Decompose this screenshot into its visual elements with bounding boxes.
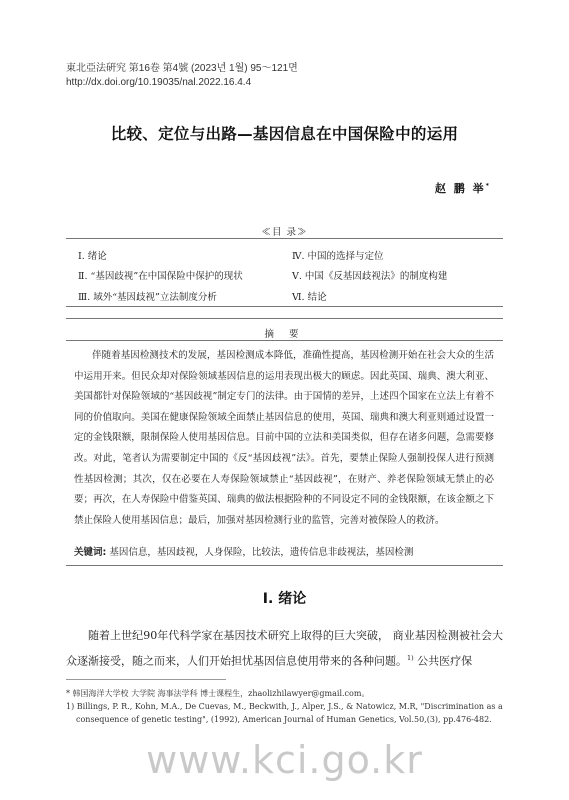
toc-item-5[interactable]: Ⅴ. 中国《反基因歧视法》的制度构建 — [292, 271, 448, 282]
watermark: www.kci.go.kr — [146, 738, 423, 782]
toc-top-rule — [66, 238, 503, 239]
author-footnote-mark[interactable]: * — [485, 181, 491, 190]
footnote-rule — [66, 679, 226, 680]
abstract-bottom-rule — [66, 565, 503, 566]
author-name — [435, 180, 491, 196]
abstract-heading: 摘 要 — [264, 329, 305, 340]
toc-item-1[interactable]: Ⅰ. 绪论 — [78, 251, 107, 262]
paper-title: 比较、定位与出路—基因信息在中国保险中的运用 — [110, 125, 459, 143]
keywords-list: 基因信息，基因歧视，人身保险，比较法，遗传信息非歧视法，基因检测 — [109, 547, 414, 558]
keywords-label: 关键词: — [74, 547, 107, 558]
keywords-line — [74, 544, 499, 558]
body-paragraph — [66, 624, 503, 673]
toc-bottom-rule — [66, 306, 503, 307]
body-text-tail: 公共医疗保 — [413, 654, 473, 668]
footnote-1: 1) Billings, P. R., Kohn, M.A., De Cuevas, M., Beckwith, J., Alper, J.S., & Natowicz, M.R, "Discrimination as a consequence of genetic testing", (1992), American Journal of Human Genetics, Vol.50,(3), pp.476-482. — [66, 702, 503, 724]
abstract-top-rule — [66, 318, 503, 319]
footnote-author: * 韩国海洋大学校 大学院 海事法学科 博士课程生，zhaolizhilawyer@gmail.com。 — [66, 689, 370, 698]
journal-citation: 東北亞法硏究 第16卷 第4號 (2023년 1월) 95～121면 — [66, 63, 298, 74]
toc-item-4[interactable]: Ⅳ. 中国的选择与定位 — [292, 251, 384, 262]
section-heading: Ⅰ. 绪论 — [262, 591, 307, 607]
doi-link[interactable]: http://dx.doi.org/10.19035/nal.2022.16.4.4 — [66, 77, 252, 88]
body-text: 随着上世纪90年代科学家在基因技术研究上取得的巨大突破， 商业基因检测被社会大众逐渐接受，随之而来，人们开始担忧基因信息使用带来的各种问题。 — [66, 629, 503, 668]
toc-title: ≪目 录≫ — [261, 227, 308, 238]
abstract-heading-rule — [66, 340, 503, 341]
toc-item-3[interactable]: Ⅲ. 域外“基因歧视”立法制度分析 — [78, 292, 217, 303]
author-name-text: 赵 鹏 举 — [434, 182, 486, 195]
footnote-ref-1[interactable]: 1) — [407, 654, 414, 662]
toc-item-6[interactable]: Ⅵ. 结论 — [292, 292, 327, 303]
toc-item-2[interactable]: Ⅱ. “基因歧视”在中国保险中保护的现状 — [78, 271, 243, 282]
journal-header — [66, 62, 298, 90]
abstract-text: 伴随着基因检测技术的发展，基因检测成本降低，准确性提高，基因检测开始在社会大众的生活中运用开来。但民众却对保险领域基因信息的运用表现出极大的顾虑。因此英国、瑞典、澳大利亚、美国都针对保险领域的“基因歧视”制定专门的法律。由于国情的差异，上述四个国家在立法上有着不同的价值取向。美国在健康保险领域全面禁止基因信息的使用，英国、瑞典和澳大利亚则通过设置一定的金钱限额，限制保险人使用基因信息。目前中国的立法和美国类似，但存在诸多问题，急需要修改。对此，笔者认为需要制定中国的《反“基因歧视”法》。首先，要禁止保险人强制投保人进行预测性基因检测；其次，仅在必要在人寿保险领域禁止“基因歧视”，在财产、养老保险领域无禁止的必要；再次，在人寿保险中借鉴英国、瑞典的做法根据险种的不同设定不同的金钱限额，在该金额之下禁止保险人使用基因信息；最后，加强对基因检测行业的监管，完善对被保险人的救济。 — [74, 350, 494, 526]
